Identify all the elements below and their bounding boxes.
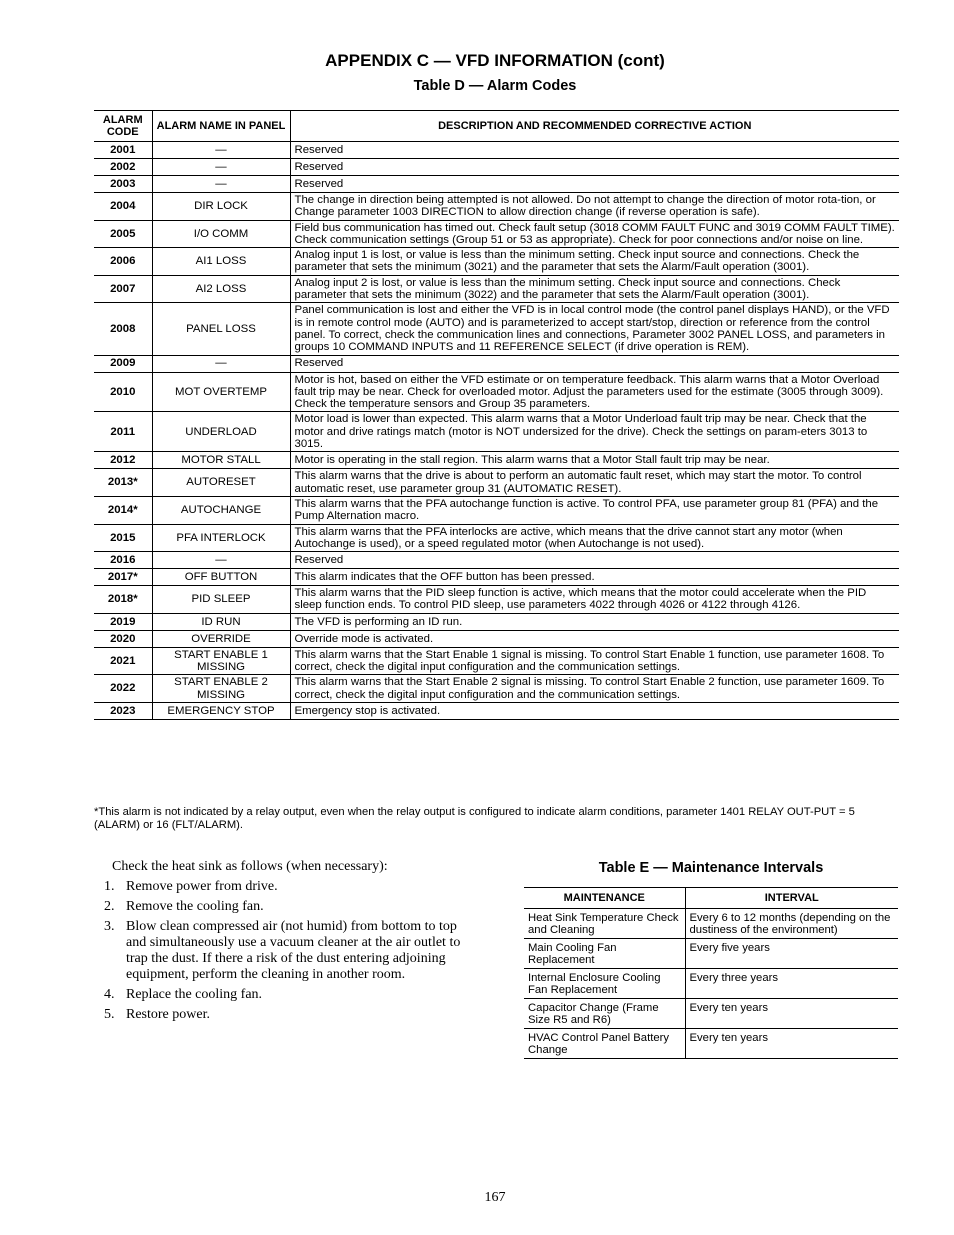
table-row xyxy=(94,569,899,586)
alarm-code-cell: 2009 xyxy=(94,355,152,372)
alarm-code-cell: 2001 xyxy=(94,142,152,159)
table-row xyxy=(94,496,899,524)
maintenance-intervals-table xyxy=(524,887,898,1059)
alarm-code-cell: 2002 xyxy=(94,159,152,176)
alarm-description-cell: Panel communication is lost and either the VFD is in local control mode (the control panel displays HAND), or the VFD is in remote control mode (AUTO) and is parameterized to accept start/stop, direction or reference from the control panel. To correct, check the communication lines and connections, Parameter 3002 PANEL LOSS, and parameters in groups 10 COMMAND INPUTS and 11 REFERENCE SELECT (if drive operation is REM). xyxy=(290,303,899,355)
alarm-name-cell: START ENABLE 1 MISSING xyxy=(152,647,290,675)
alarm-description-cell: Analog input 2 is lost, or value is less than the minimum setting. Check input source and connections. Check parameter that sets the minimum (3022) and the parameter that sets the Alarm/Fault operation (3001). xyxy=(290,275,899,303)
alarm-code-cell: 2018* xyxy=(94,586,152,614)
table-row xyxy=(94,469,899,497)
alarm-footnote: *This alarm is not indicated by a relay output, even when the relay output is configured to indicate alarm conditions, parameter 1401 RELAY OUT-PUT = 5 (ALARM) or 16 (FLT/ALARM). xyxy=(94,806,855,831)
alarm-code-cell: 2003 xyxy=(94,176,152,193)
alarm-code-cell: 2011 xyxy=(94,412,152,452)
table-row xyxy=(94,159,899,176)
page-title: APPENDIX C — VFD INFORMATION (cont) xyxy=(325,51,665,70)
alarm-description-cell: Motor is hot, based on either the VFD estimate or on temperature feedback. This alarm warns that a Motor Overload fault trip may be near. Check for overloaded motor. Adjust the parameters used for the estimate (3005 through 3009). Check the temperature sensors and Group 35 parameters. xyxy=(290,372,899,412)
step-number: 2. xyxy=(104,899,115,914)
alarm-description-cell: Reserved xyxy=(290,142,899,159)
table-row xyxy=(524,969,898,999)
alarm-code-cell: 2022 xyxy=(94,675,152,703)
table-d-title: Table D — Alarm Codes xyxy=(413,78,577,94)
heat-sink-steps xyxy=(104,879,474,1023)
alarm-code-cell: 2016 xyxy=(94,552,152,569)
alarm-description-cell: Motor load is lower than expected. This alarm warns that a Motor Underload fault trip may be near. Check that the motor and drive ratings match (motor is NOT undersized for the drive). Check the settings on param-eters 3013 to 3015. xyxy=(290,412,899,452)
column-header-maintenance: MAINTENANCE xyxy=(524,888,685,909)
alarm-description-cell: The change in direction being attempted is not allowed. Do not attempt to change the direction of motor rota-tion, or Change parameter 1003 DIRECTION to allow direction change (if reverse operation is safe). xyxy=(290,193,899,221)
table-row xyxy=(524,1029,898,1059)
table-row xyxy=(94,702,899,719)
alarm-codes-table xyxy=(94,110,899,720)
alarm-description-cell: This alarm warns that the PFA interlocks are active, which means that the drive cannot start any motor (when Autochange is used), or a speed regulated motor (when Autochange is not used). xyxy=(290,524,899,552)
step-number: 3. xyxy=(104,919,115,934)
interval-cell: Every ten years xyxy=(685,999,898,1029)
alarm-name-cell: MOTOR STALL xyxy=(152,452,290,469)
alarm-description-cell: Analog input 1 is lost, or value is less than the minimum setting. Check input source and connections. Check the parameter that sets the minimum (3021) and the parameter that sets the Alarm/Fault operation (3001). xyxy=(290,248,899,276)
column-header-interval: INTERVAL xyxy=(685,888,898,909)
alarm-name-cell: AI1 LOSS xyxy=(152,248,290,276)
step-text: Restore power. xyxy=(126,1007,210,1022)
alarm-name-cell: PID SLEEP xyxy=(152,586,290,614)
alarm-code-cell: 2012 xyxy=(94,452,152,469)
alarm-code-cell: 2023 xyxy=(94,702,152,719)
table-row xyxy=(94,412,899,452)
interval-cell: Every three years xyxy=(685,969,898,999)
alarm-code-cell: 2008 xyxy=(94,303,152,355)
table-row xyxy=(94,355,899,372)
step-text: Replace the cooling fan. xyxy=(126,987,263,1002)
alarm-name-cell: — xyxy=(152,142,290,159)
step-text: Blow clean compressed air (not humid) from bottom to top and simultaneously use a vacuum cleaner at the air outlet to trap the dust. If there a risk of the dust entering adjoining equipment, perform the cleaning in another room. xyxy=(126,919,461,982)
maintenance-cell: Main Cooling Fan Replacement xyxy=(524,939,685,969)
list-item xyxy=(104,899,474,915)
table-row xyxy=(94,275,899,303)
table-row xyxy=(94,193,899,221)
alarm-code-cell: 2004 xyxy=(94,193,152,221)
table-row xyxy=(94,613,899,630)
alarm-name-cell: — xyxy=(152,355,290,372)
alarm-code-cell: 2006 xyxy=(94,248,152,276)
table-row xyxy=(94,675,899,703)
list-item xyxy=(104,987,474,1003)
alarm-name-cell: PFA INTERLOCK xyxy=(152,524,290,552)
alarm-description-cell: Motor is operating in the stall region. This alarm warns that a Motor Stall fault trip may be near. xyxy=(290,452,899,469)
table-row xyxy=(94,303,899,355)
table-row xyxy=(94,452,899,469)
table-row xyxy=(94,176,899,193)
maintenance-cell: HVAC Control Panel Battery Change xyxy=(524,1029,685,1059)
heat-sink-instructions xyxy=(104,859,474,1027)
alarm-name-cell: — xyxy=(152,159,290,176)
alarm-name-cell: AUTOCHANGE xyxy=(152,496,290,524)
maintenance-cell: Capacitor Change (Frame Size R5 and R6) xyxy=(524,999,685,1029)
column-header-description: DESCRIPTION AND RECOMMENDED CORRECTIVE ACTION xyxy=(290,111,899,142)
alarm-name-cell: AI2 LOSS xyxy=(152,275,290,303)
alarm-description-cell: Reserved xyxy=(290,552,899,569)
alarm-name-cell: PANEL LOSS xyxy=(152,303,290,355)
table-row xyxy=(524,909,898,939)
interval-cell: Every ten years xyxy=(685,1029,898,1059)
table-row xyxy=(94,248,899,276)
alarm-code-cell: 2014* xyxy=(94,496,152,524)
alarm-description-cell: This alarm warns that the drive is about to perform an automatic fault reset, which may start the motor. To control automatic reset, use parameter group 31 (AUTOMATIC RESET). xyxy=(290,469,899,497)
alarm-code-cell: 2005 xyxy=(94,220,152,248)
table-row xyxy=(94,647,899,675)
alarm-code-cell: 2021 xyxy=(94,647,152,675)
alarm-name-cell: OVERRIDE xyxy=(152,630,290,647)
alarm-description-cell: The VFD is performing an ID run. xyxy=(290,613,899,630)
step-number: 1. xyxy=(104,879,115,894)
alarm-code-cell: 2013* xyxy=(94,469,152,497)
heat-sink-intro: Check the heat sink as follows (when necessary): xyxy=(112,859,388,874)
alarm-description-cell: This alarm warns that the Start Enable 1 signal is missing. To control Start Enable 1 function, use parameter 1608. To correct, check the digital input configuration and the communication settings. xyxy=(290,647,899,675)
maintenance-cell: Internal Enclosure Cooling Fan Replacement xyxy=(524,969,685,999)
step-text: Remove the cooling fan. xyxy=(126,899,264,914)
alarm-description-cell: Reserved xyxy=(290,176,899,193)
alarm-code-cell: 2019 xyxy=(94,613,152,630)
alarm-code-cell: 2020 xyxy=(94,630,152,647)
column-header-alarm-code: ALARM CODE xyxy=(94,111,152,142)
alarm-name-cell: I/O COMM xyxy=(152,220,290,248)
column-header-alarm-name: ALARM NAME IN PANEL xyxy=(152,111,290,142)
alarm-name-cell: AUTORESET xyxy=(152,469,290,497)
alarm-name-cell: — xyxy=(152,552,290,569)
alarm-description-cell: This alarm warns that the PFA autochange function is active. To control PFA, use parameter group 81 (PFA) and the Pump Alternation macro. xyxy=(290,496,899,524)
table-row xyxy=(94,142,899,159)
alarm-name-cell: ID RUN xyxy=(152,613,290,630)
alarm-description-cell: This alarm indicates that the OFF button has been pressed. xyxy=(290,569,899,586)
maintenance-cell: Heat Sink Temperature Check and Cleaning xyxy=(524,909,685,939)
table-row xyxy=(94,524,899,552)
alarm-name-cell: UNDERLOAD xyxy=(152,412,290,452)
interval-cell: Every five years xyxy=(685,939,898,969)
alarm-description-cell: This alarm warns that the Start Enable 2 signal is missing. To control Start Enable 2 function, use parameter 1609. To correct, check the digital input configuration and the communication settings. xyxy=(290,675,899,703)
step-number: 5. xyxy=(104,1007,115,1022)
table-row xyxy=(524,999,898,1029)
alarm-name-cell: — xyxy=(152,176,290,193)
alarm-name-cell: DIR LOCK xyxy=(152,193,290,221)
list-item xyxy=(104,919,474,983)
table-row xyxy=(94,220,899,248)
alarm-description-cell: Field bus communication has timed out. Check fault setup (3018 COMM FAULT FUNC and 3019 COMM FAULT TIME). Check communication settings (Group 51 or 53 as appropriate). Check for poor connections and/or noise on line. xyxy=(290,220,899,248)
alarm-description-cell: Emergency stop is activated. xyxy=(290,702,899,719)
alarm-code-cell: 2017* xyxy=(94,569,152,586)
alarm-description-cell: This alarm warns that the PID sleep function is active, which means that the motor could accelerate when the PID sleep function ends. To control PID sleep, use parameters 4022 through 4026 or 4122 through 4126. xyxy=(290,586,899,614)
step-text: Remove power from drive. xyxy=(126,879,278,894)
alarm-code-cell: 2010 xyxy=(94,372,152,412)
table-e-title: Table E — Maintenance Intervals xyxy=(598,860,824,876)
alarm-code-cell: 2007 xyxy=(94,275,152,303)
alarm-name-cell: EMERGENCY STOP xyxy=(152,702,290,719)
alarm-description-cell: Override mode is activated. xyxy=(290,630,899,647)
alarm-name-cell: START ENABLE 2 MISSING xyxy=(152,675,290,703)
table-row xyxy=(524,939,898,969)
page-number: 167 xyxy=(484,1190,506,1205)
alarm-name-cell: OFF BUTTON xyxy=(152,569,290,586)
step-number: 4. xyxy=(104,987,115,1002)
table-row xyxy=(94,372,899,412)
interval-cell: Every 6 to 12 months (depending on the dustiness of the environment) xyxy=(685,909,898,939)
alarm-name-cell: MOT OVERTEMP xyxy=(152,372,290,412)
table-row xyxy=(94,630,899,647)
alarm-description-cell: Reserved xyxy=(290,355,899,372)
table-row xyxy=(94,552,899,569)
alarm-code-cell: 2015 xyxy=(94,524,152,552)
alarm-description-cell: Reserved xyxy=(290,159,899,176)
table-row xyxy=(94,586,899,614)
list-item xyxy=(104,1007,474,1023)
list-item xyxy=(104,879,474,895)
